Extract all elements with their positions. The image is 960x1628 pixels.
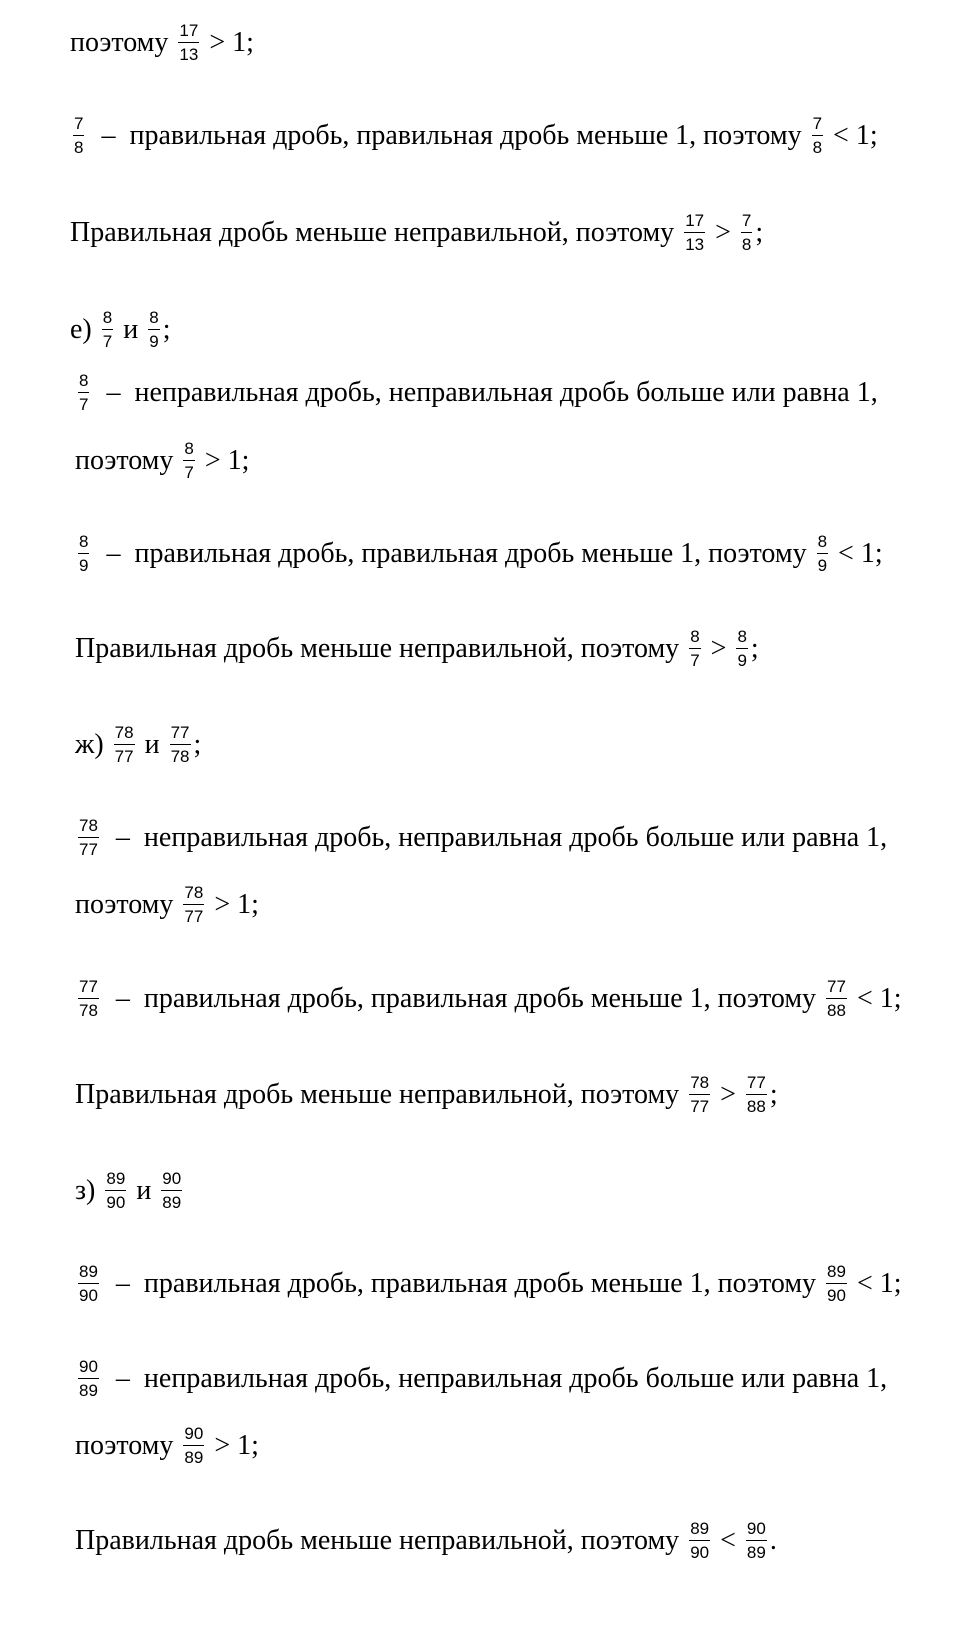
text-run: – неправильная дробь, неправильная дробь больше или равна 1, (101, 1362, 888, 1394)
text-run: ; (162, 313, 171, 345)
fraction-denominator: 90 (827, 1286, 846, 1305)
text-run: < 1; (849, 982, 902, 1014)
text-run: > (703, 632, 734, 664)
fraction (826, 1263, 847, 1304)
text-line (75, 533, 883, 574)
text-run: – правильная дробь, правильная дробь меньше 1, поэтому (87, 119, 809, 151)
fraction-denominator: 7 (690, 651, 700, 670)
fraction-numerator: 90 (79, 1357, 98, 1376)
text-run: ; (750, 632, 759, 664)
fraction (170, 724, 191, 765)
text-line (75, 372, 878, 413)
fraction-denominator: 8 (74, 138, 84, 157)
fraction-numerator: 89 (106, 1169, 126, 1188)
section-heading-zh (75, 724, 201, 765)
fraction-denominator: 77 (184, 907, 204, 926)
fraction-denominator: 88 (746, 1097, 766, 1116)
text-run: поэтому (75, 444, 181, 476)
text-run: поэтому (75, 1429, 181, 1461)
fraction-numerator: 8 (102, 308, 113, 327)
text-run: и (137, 728, 167, 760)
text-run: и (129, 1174, 159, 1206)
text-run: поэтому (75, 888, 181, 920)
fraction-denominator: 89 (79, 1381, 98, 1400)
text-run: ж) (75, 728, 111, 760)
fraction-numerator: 89 (827, 1262, 846, 1281)
text-run: > 1; (202, 26, 254, 58)
text-run: . (769, 1524, 777, 1556)
fraction (105, 1170, 126, 1211)
fraction-numerator: 17 (685, 211, 705, 230)
text-run: Правильная дробь меньше неправильной, поэтому (70, 216, 682, 248)
fraction-numerator: 90 (184, 1424, 204, 1443)
text-run: < 1; (826, 119, 878, 151)
fraction (183, 1425, 204, 1466)
text-run: – неправильная дробь, неправильная дробь больше или равна 1, (92, 376, 878, 408)
fraction-denominator: 9 (737, 651, 747, 670)
fraction-numerator: 7 (741, 211, 752, 230)
fraction-denominator: 89 (184, 1448, 204, 1467)
fraction-numerator: 8 (690, 627, 700, 646)
text-line (70, 22, 254, 63)
text-run: > (708, 216, 738, 248)
text-run: поэтому (70, 26, 176, 58)
fraction-numerator: 77 (79, 977, 98, 996)
fraction (161, 1170, 182, 1211)
fraction (78, 1358, 99, 1399)
fraction (689, 1074, 710, 1115)
fraction (78, 372, 89, 413)
section-heading-e (70, 309, 170, 350)
fraction-numerator: 8 (817, 532, 828, 551)
text-line (75, 884, 259, 925)
text-run: – правильная дробь, правильная дробь меньше 1, поэтому (101, 1267, 824, 1299)
fraction (114, 724, 135, 765)
fraction-numerator: 78 (690, 1073, 710, 1092)
fraction-numerator: 17 (179, 21, 199, 40)
text-run: < 1; (831, 537, 883, 569)
fraction-denominator: 89 (746, 1543, 766, 1562)
fraction-denominator: 78 (170, 747, 190, 766)
fraction (183, 440, 194, 481)
fraction-denominator: 77 (79, 840, 98, 859)
text-line (75, 978, 902, 1019)
fraction-numerator: 89 (690, 1519, 710, 1538)
fraction (78, 978, 99, 1019)
fraction-numerator: 77 (170, 723, 190, 742)
text-run: Правильная дробь меньше неправильной, поэтому (75, 632, 687, 664)
text-line (75, 628, 759, 669)
text-run: – правильная дробь, правильная дробь меньше 1, поэтому (92, 537, 814, 569)
text-run: ; (193, 728, 202, 760)
fraction-numerator: 7 (812, 114, 823, 133)
text-line (75, 440, 249, 481)
text-run: е) (70, 313, 99, 345)
text-run: > 1; (197, 444, 250, 476)
fraction-numerator: 90 (746, 1519, 766, 1538)
fraction-denominator: 7 (79, 395, 89, 414)
text-run: > (713, 1078, 743, 1110)
text-run: – неправильная дробь, неправильная дробь больше или равна 1, (101, 821, 888, 853)
text-line (75, 1425, 259, 1466)
fraction (148, 309, 159, 350)
fraction-numerator: 90 (162, 1169, 182, 1188)
fraction-denominator: 78 (79, 1001, 98, 1020)
text-line (75, 1263, 902, 1304)
section-heading-z (75, 1170, 185, 1211)
fraction-denominator: 13 (685, 235, 705, 254)
fraction-denominator: 88 (827, 1001, 846, 1020)
fraction (178, 22, 199, 63)
fraction-denominator: 8 (812, 138, 823, 157)
fraction (741, 212, 752, 253)
text-line (75, 1074, 778, 1115)
fraction-numerator: 8 (149, 308, 159, 327)
text-run: ; (769, 1078, 778, 1110)
fraction-denominator: 9 (817, 556, 828, 575)
fraction (78, 817, 99, 858)
fraction (746, 1520, 767, 1561)
text-run: < (713, 1524, 743, 1556)
fraction (812, 115, 823, 156)
fraction (78, 533, 89, 574)
fraction-denominator: 7 (184, 463, 194, 482)
text-run: и (116, 313, 146, 345)
fraction-denominator: 90 (106, 1193, 126, 1212)
fraction (102, 309, 113, 350)
fraction-denominator: 9 (79, 556, 89, 575)
fraction (689, 628, 700, 669)
fraction-numerator: 78 (184, 883, 204, 902)
text-line (75, 1520, 777, 1561)
text-line (70, 212, 763, 253)
fraction-denominator: 90 (690, 1543, 710, 1562)
text-run: – правильная дробь, правильная дробь меньше 1, поэтому (101, 982, 824, 1014)
text-run: > 1; (207, 888, 259, 920)
fraction-numerator: 77 (827, 977, 846, 996)
fraction-denominator: 77 (690, 1097, 710, 1116)
text-run: Правильная дробь меньше неправильной, поэтому (75, 1078, 687, 1110)
text-line (75, 817, 887, 858)
fraction (689, 1520, 710, 1561)
fraction-denominator: 7 (102, 332, 113, 351)
text-run: Правильная дробь меньше неправильной, поэтому (75, 1524, 687, 1556)
fraction (183, 884, 204, 925)
text-run: ; (755, 216, 764, 248)
text-line (70, 115, 878, 156)
fraction-numerator: 8 (737, 627, 747, 646)
fraction-numerator: 77 (746, 1073, 766, 1092)
fraction-numerator: 7 (74, 114, 84, 133)
fraction-denominator: 77 (114, 747, 134, 766)
fraction (684, 212, 705, 253)
fraction-numerator: 89 (79, 1262, 98, 1281)
fraction-denominator: 9 (149, 332, 159, 351)
fraction-numerator: 8 (79, 371, 89, 390)
fraction-denominator: 90 (79, 1286, 98, 1305)
fraction-numerator: 8 (184, 439, 194, 458)
fraction (73, 115, 84, 156)
text-run: > 1; (207, 1429, 259, 1461)
fraction (826, 978, 847, 1019)
fraction-numerator: 78 (114, 723, 134, 742)
fraction-numerator: 78 (79, 816, 98, 835)
text-line (75, 1358, 887, 1399)
fraction-numerator: 8 (79, 532, 89, 551)
fraction (746, 1074, 767, 1115)
fraction-denominator: 89 (162, 1193, 182, 1212)
text-run: < 1; (849, 1267, 902, 1299)
fraction (78, 1263, 99, 1304)
fraction (736, 628, 747, 669)
fraction-denominator: 8 (741, 235, 752, 254)
fraction-denominator: 13 (179, 45, 199, 64)
text-run: з) (75, 1174, 103, 1206)
fraction (817, 533, 828, 574)
